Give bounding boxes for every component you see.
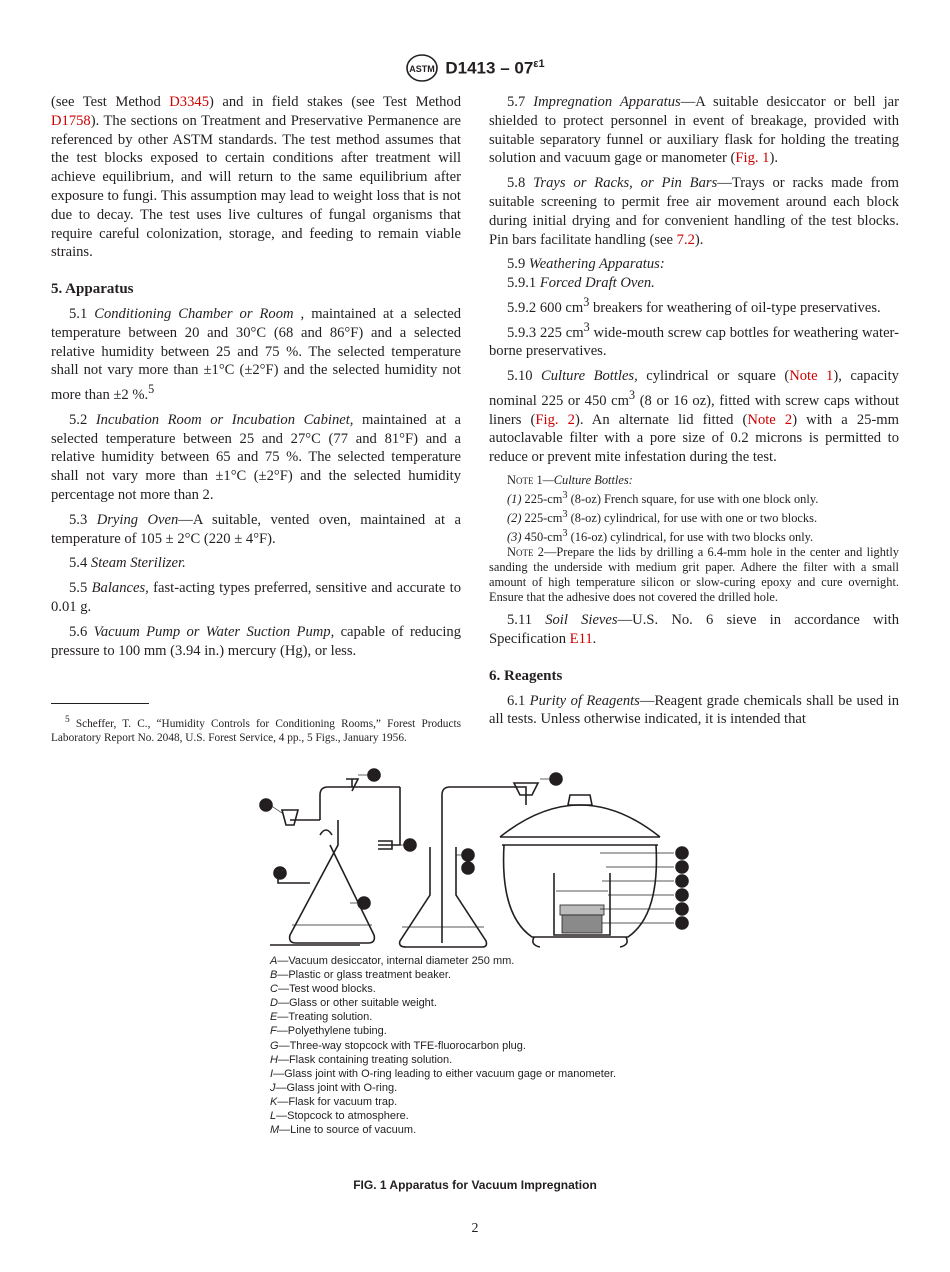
legend-item: G—Three-way stopcock with TFE-fluorocarbon plug. bbox=[270, 1039, 526, 1052]
footnote-5: $^5$ Scheffer, T. C., “Humidity Controls for Conditioning Rooms,” Forest Products Laboratory Report No. 2048, U.S. Forest Service, 4 pp., 5 Figs., January 1956. bbox=[51, 715, 461, 744]
callout-j-icon bbox=[368, 769, 380, 781]
figure-caption: FIG. 1 Apparatus for Vacuum Impregnation bbox=[353, 1178, 597, 1192]
legend-item: C—Test wood blocks. bbox=[270, 983, 376, 996]
callout-f-desiccator-icon bbox=[676, 847, 688, 859]
section-6-heading: 6. Reagents bbox=[489, 667, 563, 684]
wood-blocks-c bbox=[562, 915, 602, 933]
legend-item: H—Flask containing treating solution. bbox=[270, 1053, 453, 1066]
link-note-2[interactable]: Note 2 bbox=[747, 411, 793, 428]
svg-text:D: D bbox=[678, 904, 686, 914]
joint-j bbox=[346, 779, 358, 791]
document-designation: $D1413 - 07^{\varepsilon 1}$ bbox=[445, 57, 545, 78]
para-5-8: 5.8 Trays or Racks, or Pin Bars—Trays or racks made from suitable screening to permit free air movement around each block during initial drying and for convenient handling of the test blocks. Pin bars facilitate handling (see 7.2). bbox=[489, 175, 899, 248]
trap-joint bbox=[320, 830, 332, 835]
callout-e-icon bbox=[676, 889, 688, 901]
callout-d-icon bbox=[676, 903, 688, 915]
para-5-2: 5.2 Incubation Room or Incubation Cabinet, maintained at a selected temperature between 25 and 27°C (77 and 81°F) and a relative humidity between 65 and 75 %. The selected temperature shall not vary more than ±1°C (±2°F) and the selected humidity percentage not more than 2. bbox=[51, 411, 461, 503]
para-5-9-1: 5.9.1 Forced Draft Oven. bbox=[507, 275, 655, 292]
callout-a-icon bbox=[676, 861, 688, 873]
note-1: Note 1—Culture Bottles: bbox=[507, 472, 633, 487]
page-header bbox=[0, 53, 950, 83]
svg-text:F: F bbox=[465, 850, 471, 860]
svg-text:C: C bbox=[678, 918, 686, 928]
svg-text:ASTM: ASTM bbox=[409, 64, 436, 74]
para-5-9-2: 5.9.2 600 $cm^3$ breakers for weathering of oil-type preservatives. bbox=[507, 294, 881, 316]
tube-f bbox=[442, 787, 526, 943]
callout-i-icon bbox=[404, 839, 416, 851]
apparatus-diagram bbox=[250, 765, 710, 960]
legend-item: I—Glass joint with O-ring leading to either vacuum gage or manometer. bbox=[270, 1067, 617, 1080]
note-1-item-3: (3) $450-cm^3$ (16-oz) cylindrical, for use with two blocks only. bbox=[507, 528, 814, 545]
svg-text:G: G bbox=[552, 774, 560, 784]
para-5-9-3: 5.9.3 225 $cm^3$ wide-mouth screw cap bottles for weathering water-borne preservatives. bbox=[489, 319, 899, 360]
intro-paragraph: (see Test Method D3345) and in field stakes (see Test Method D1758). The sections on Treatment and Preservative Permanence are referenced by other ASTM standards. The test method assumes that the test blocks exposed to certain conditions after treatment will achieve equilibrium, and will return to the same equilibrium after exposure to fungi. This assumption may lead to weight loss that is not due to decay. The test uses live cultures of fungal organisms that require careful colonization, storage, and feeding to remain viable strains. bbox=[51, 94, 461, 261]
stopcock-l bbox=[282, 810, 298, 825]
callout-c-icon bbox=[676, 917, 688, 929]
note-2: Note 2—Prepare the lids by drilling a 6.4-mm hole in the center and lightly sanding the underside with medium grit paper. Adhere the filter with a small amount of high temperature silicon or slow-curing epoxy and cure overnight. Ensure that the adhesive does not covered the drilled hole. bbox=[489, 545, 899, 605]
svg-text:J: J bbox=[371, 770, 377, 780]
link-fig-2[interactable]: Fig. 2 bbox=[535, 411, 575, 428]
svg-text:F: F bbox=[679, 848, 685, 858]
para-6-1: 6.1 Purity of Reagents—Reagent grade chemicals shall be used in all tests. Unless otherwise indicated, it is intended that bbox=[489, 692, 899, 728]
legend-item: A—Vacuum desiccator, internal diameter 250 mm. bbox=[270, 955, 515, 967]
left-column bbox=[51, 93, 461, 666]
link-7-2[interactable]: 7.2 bbox=[676, 231, 695, 248]
desiccator-feet bbox=[533, 937, 627, 947]
desiccator-knob bbox=[568, 795, 592, 805]
callout-h-icon bbox=[462, 862, 474, 874]
tube-i bbox=[378, 787, 400, 845]
footnote-rule bbox=[51, 703, 149, 704]
para-5-5: 5.5 Balances, fast-acting types preferred, sensitive and accurate to 0.01 g. bbox=[51, 580, 462, 615]
svg-text:E: E bbox=[678, 890, 686, 900]
para-5-7: 5.7 Impregnation Apparatus—A suitable desiccator or bell jar shielded to protect personnel in event of breakage, provided with suitable separatory funnel or auxiliary flask for holding the treating solution and vacuum gage or manometer (Fig. 1). bbox=[489, 94, 900, 167]
page-number: 2 bbox=[471, 1221, 479, 1236]
svg-text:B: B bbox=[678, 876, 686, 886]
callout-f-flask-icon bbox=[462, 849, 474, 861]
svg-text:L: L bbox=[263, 800, 269, 810]
link-fig-1[interactable]: Fig. 1 bbox=[735, 150, 770, 167]
astm-logo-icon bbox=[405, 53, 439, 83]
link-note-1[interactable]: Note 1 bbox=[789, 368, 834, 385]
figure-legend bbox=[270, 954, 616, 1137]
para-5-11: 5.11 Soil Sieves—U.S. No. 6 sieve in accordance with Specification E11. bbox=[489, 612, 899, 648]
para-5-4: 5.4 Steam Sterilizer. bbox=[69, 555, 186, 572]
legend-item: F—Polyethylene tubing. bbox=[270, 1025, 387, 1038]
legend-item: B—Plastic or glass treatment beaker. bbox=[270, 969, 451, 982]
legend-item: D—Glass or other suitable weight. bbox=[270, 997, 437, 1010]
legend-item: J—Glass joint with O-ring. bbox=[270, 1081, 398, 1094]
callout-leaders bbox=[270, 775, 674, 923]
legend-item: E—Treating solution. bbox=[270, 1011, 373, 1024]
callout-k-icon bbox=[358, 897, 370, 909]
svg-text:A: A bbox=[678, 862, 686, 872]
callout-g-icon bbox=[550, 773, 562, 785]
callout-b-icon bbox=[676, 875, 688, 887]
tube-j bbox=[320, 787, 400, 820]
legend-item: K—Flask for vacuum trap. bbox=[270, 1095, 398, 1108]
link-e11[interactable]: E11 bbox=[569, 631, 593, 648]
callout-labels bbox=[260, 769, 688, 929]
link-d3345[interactable]: D3345 bbox=[169, 94, 209, 110]
para-5-10: 5.10 Culture Bottles, cylindrical or square (Note 1), capacity nominal 225 or 450 $cm^3$ (8 or 16 oz), fitted with screw caps without liners (Fig. 2). An alternate lid fitted (Note 2) with a 25-mm autoclavable filter with a pore size of 0.2 microns is permitted to reduce or prevent mite infestation during the test. bbox=[489, 368, 900, 466]
para-5-9: 5.9 Weathering Apparatus: bbox=[507, 256, 665, 273]
para-5-3: 5.3 Drying Oven—A suitable, vented oven, maintained at a temperature of 105 ± 2°C (220 ± 4°F). bbox=[51, 511, 461, 547]
note-1-item-2: (2) $225-cm^3$ (8-oz) cylindrical, for use with one or two blocks. bbox=[507, 509, 818, 526]
solution-flask-h bbox=[400, 847, 487, 947]
link-d1758[interactable]: D1758 bbox=[51, 112, 91, 129]
svg-text:I: I bbox=[408, 840, 412, 850]
svg-text:K: K bbox=[360, 898, 368, 908]
legend-item: L—Stopcock to atmosphere. bbox=[270, 1110, 409, 1123]
para-5-1: 5.1 Conditioning Chamber or Room , maintained at a selected temperature between 20 and 30°C (68 and 86°F) and a selected relative humidity between 25 and 75 %. The selected temperature shall not vary more than ±1°C (±2°F) and the selected humidity not more than ±2 %.$^5$ bbox=[51, 305, 462, 404]
desiccator-lid bbox=[500, 805, 660, 837]
trap-flask-k bbox=[290, 820, 375, 943]
svg-text:H: H bbox=[464, 863, 472, 873]
para-5-6: 5.6 Vacuum Pump or Water Suction Pump, capable of reducing pressure to 100 mm (3.94 in.) mercury (Hg), or less. bbox=[51, 623, 462, 659]
callout-m-icon bbox=[274, 867, 286, 879]
right-column bbox=[489, 93, 899, 735]
legend-item: M—Line to source of vacuum. bbox=[270, 1124, 417, 1137]
note-1-item-1: (1) $225-cm^3$ (8-oz) French square, for use with one block only. bbox=[507, 489, 819, 507]
weight-d bbox=[560, 905, 604, 915]
desiccator-rim bbox=[500, 837, 660, 845]
callout-l-icon bbox=[260, 799, 272, 811]
svg-text:M: M bbox=[276, 868, 284, 878]
section-5-heading: 5. Apparatus bbox=[51, 281, 134, 298]
